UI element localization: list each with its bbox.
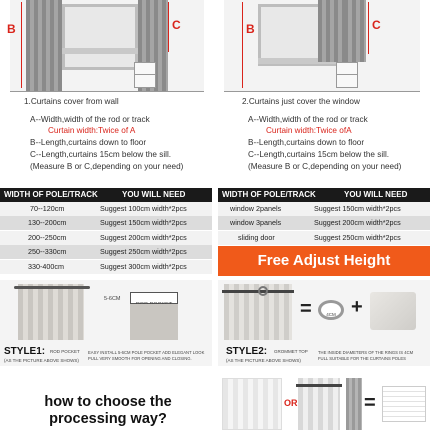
table-right-col2: YOU WILL NEED [344,190,408,199]
style1-sub: ROD POCKET [50,349,80,354]
table-left-header [0,188,212,202]
table-row: sliding door Suggest 250cm width*2pcs [218,231,430,245]
style1-desc2: PULL VERY SMOOTH FOR OPENING AND CLOSING. [88,356,192,361]
measure-b-line [21,2,22,88]
curtain-right [344,0,366,62]
diagram-right-line-c: C--Length,curtains 15cm below the sill. [248,150,390,159]
cabinet-illustration [134,62,156,88]
diagram-left-line-a: A--Width,width of the rod or track [30,115,150,124]
style2-label: STYLE2: [226,346,268,357]
rod-pocket-dimension: 5-6CM [104,296,121,302]
style2-desc1: THE INSIDE DIAMETERS OF THE RINGS IS 4CM [318,350,414,355]
hook-tape-image [382,386,426,422]
free-adjust-banner [218,246,430,276]
diagram-left-line-b: B--Length,curtains down to floor [30,138,147,147]
label-b: B [246,22,255,36]
table-right-header [218,188,430,202]
measure-b-line [242,2,243,88]
window-illustration [62,4,138,70]
cabinet-illustration [336,62,358,88]
diagram-right-line-b: B--Length,curtains down to floor [248,138,365,147]
label-c: C [172,18,181,32]
style1-note: (AS THE PICTURE ABOVE SHOWS) [4,358,79,363]
curtain-left [318,0,344,62]
equals-sign: = [300,298,312,320]
hook-curtain-image [222,378,282,430]
style1-desc1: EASY INSTALL 5-6CM POLE POCKET ADD ELEGANT LOOK [88,350,205,355]
measure-c-line [368,2,369,54]
diagram-right-line-a-red: Curtain width:Twice ofA [266,126,352,135]
banner-text: Free Adjust Height [257,252,391,269]
rod-pocket-fabric [130,304,178,340]
rod-icon [14,286,90,289]
diagram-right-note: (Measure B or C,depending on your need) [248,162,402,171]
equals-sign-bottom: = [364,392,376,414]
question-line1: how to choose the [44,394,172,410]
label-c: C [372,18,381,32]
plus-sign: + [351,296,363,318]
diagram-right [218,0,430,180]
diagram-right-title: 2.Curtains just cover the window [242,97,360,106]
table-right-col1: WIDTH OF POLE/TRACK [222,190,316,199]
table-row: window 3panels Suggest 200cm width*2pcs [218,216,430,230]
table-row: window 2panels Suggest 150cm width*2pcs [218,202,430,216]
diagram-left-note: (Measure B or C,depending on your need) [30,162,184,171]
rod-icon [296,384,342,387]
style2-sub: GROMMET TOP [274,349,308,354]
style1-panel [0,280,212,366]
label-b: B [7,22,16,36]
style2-desc2: FULL SUITABLE FOR THE CURTAINS POLES [318,356,406,361]
fabric-sample-image [370,292,416,330]
question-line2: processing way? [49,411,167,427]
table-row: 70--120cm Suggest 100cm width*2pcs [0,202,212,216]
processing-question [8,394,208,428]
curtain-left [26,0,62,92]
style1-label: STYLE1: [4,346,46,357]
table-row: 130--200cm Suggest 150cm width*2pcs [0,216,212,230]
diagram-left-line-a-red: Curtain width:Twice of A [48,126,136,135]
diagram-right-line-a: A--Width,width of the rod or track [248,115,368,124]
table-row: 250--330cm Suggest 250cm width*2pcs [0,245,212,259]
table-row: 330-400cm Suggest 300cm width*2pcs [0,260,212,274]
diagram-left-line-c: C--Length,curtains 15cm below the sill. [30,150,172,159]
style2-note: (AS THE PICTURE ABOVE SHOWS) [226,358,301,363]
diagram-left [0,0,212,180]
grommet-ring-icon [258,286,268,296]
style2-panel [218,280,430,366]
table-left-col1: WIDTH OF POLE/TRACK [4,190,98,199]
ring-icon: 4CM [318,300,344,320]
measure-c-line [168,2,169,52]
rod-pocket-tag [130,292,178,304]
rod-pocket-curtain-image [18,284,84,340]
grey-curtain-image [346,378,362,430]
diagram-left-title: 1.Curtains cover from wall [24,97,119,106]
table-left-col2: YOU WILL NEED [122,190,186,199]
table-row: 200--250cm Suggest 200cm width*2pcs [0,231,212,245]
or-label: OR [284,398,298,408]
